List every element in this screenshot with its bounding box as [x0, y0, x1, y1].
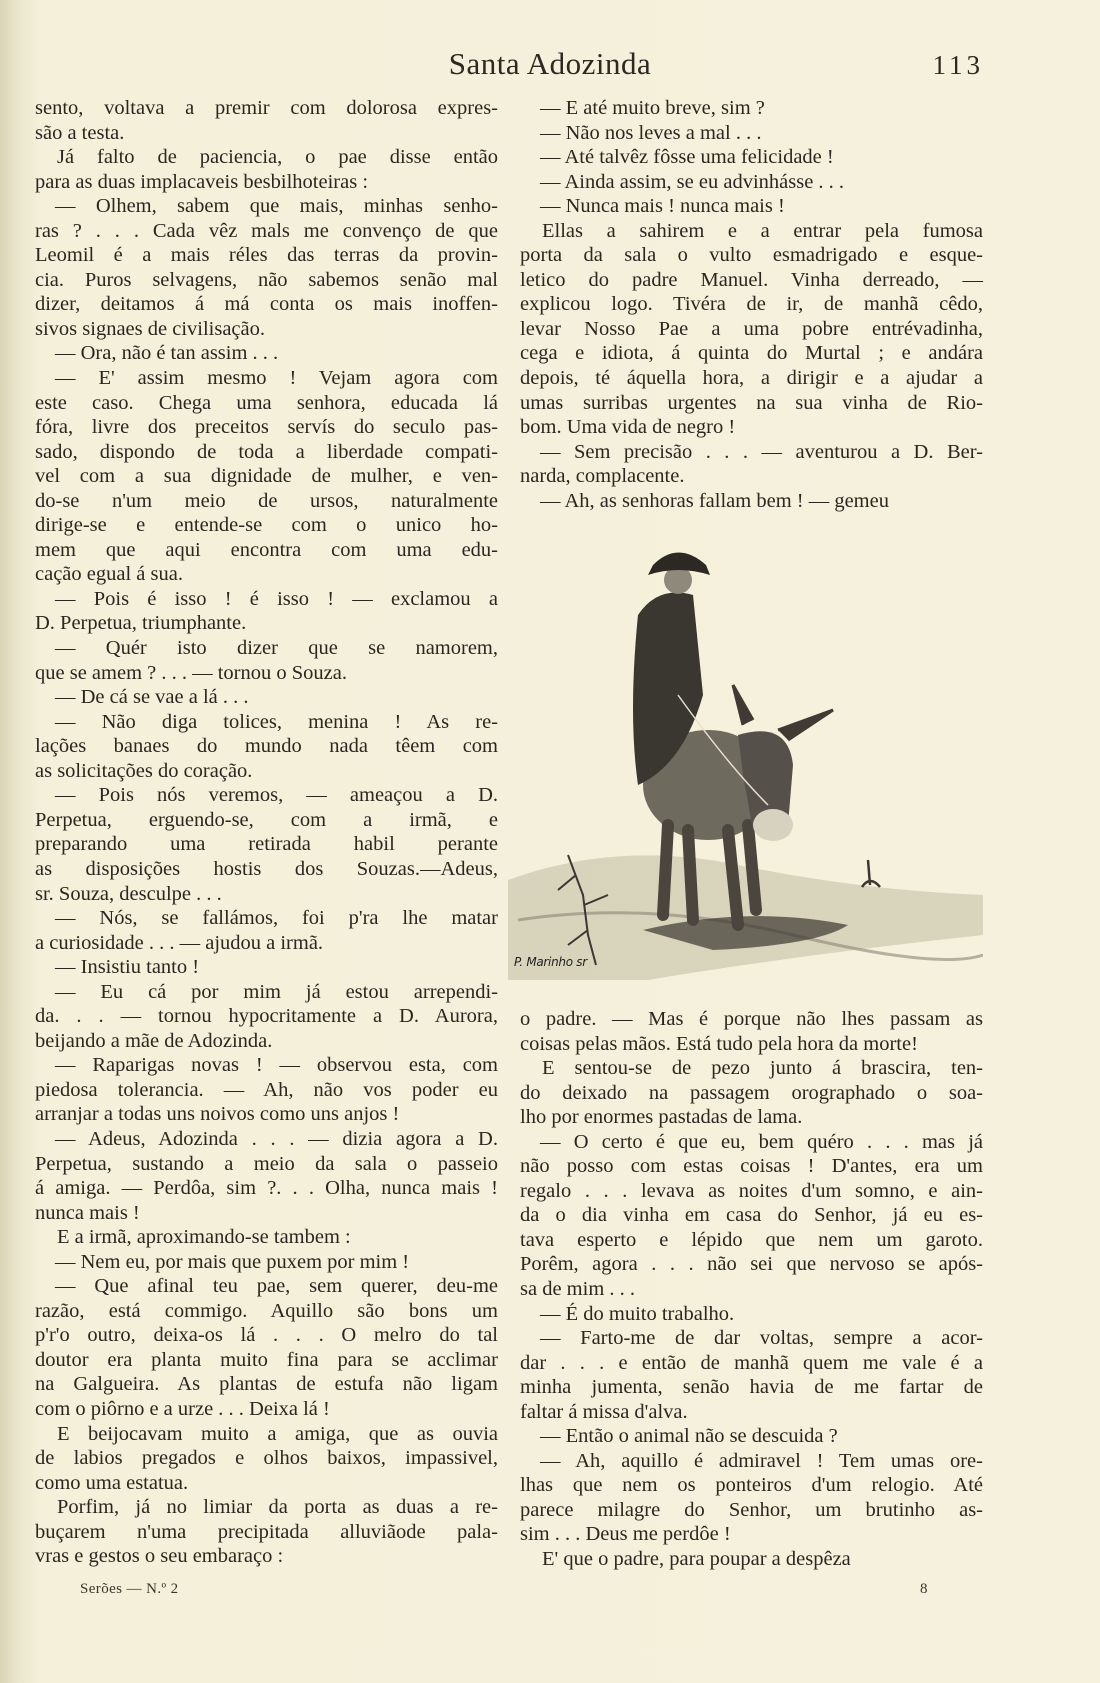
- text-line: faltar á missa d'alva.: [520, 1400, 688, 1423]
- text-line: sr. Souza, desculpe . . .: [35, 882, 222, 905]
- text-line: cia. Puros selvagens, não sabemos senão mal: [35, 268, 498, 291]
- text-line: E a irmã, aproximando-se tambem :: [57, 1226, 351, 1249]
- text-line: sado, dispondo de toda a liberdade compati-: [35, 440, 498, 463]
- text-line: — Quér isto dizer que se namorem,: [55, 637, 498, 660]
- text-line: sivos signaes de civilisação.: [35, 317, 266, 340]
- text-line: — Que afinal teu pae, sem querer, deu-me: [55, 1275, 498, 1298]
- page-number: 113: [932, 50, 984, 80]
- text-line: — Nós, se fallámos, foi p'ra lhe matar: [55, 907, 498, 930]
- text-line: na Galgueira. As plantas de estufa não ligam: [35, 1373, 498, 1396]
- text-line: — Nunca mais ! nunca mais !: [540, 195, 785, 218]
- text-line: este caso. Chega uma senhora, educada lá: [35, 391, 498, 414]
- text-line: sento, voltava a premir com dolorosa expres-: [35, 97, 498, 119]
- text-line: de labios pregados e olhos baixos, impassivel,: [35, 1447, 498, 1470]
- text-line: sim . . . Deus me perdôe !: [520, 1523, 731, 1546]
- left-column: [35, 96, 498, 1569]
- text-line: da o dia vinha em casa do Senhor, já eu es-: [520, 1204, 983, 1227]
- text-line: — E' assim mesmo ! Vejam agora com: [55, 367, 498, 390]
- text-line: — Adeus, Adozinda . . . — dizia agora a D.: [55, 1127, 498, 1150]
- text-line: narda, complacente.: [520, 465, 685, 488]
- text-line: — Pois é isso ! é isso ! — exclamou a: [55, 587, 498, 610]
- text-line: parece milagre do Senhor, um brutinho as-: [520, 1498, 983, 1521]
- text-line: piedosa tolerancia. — Ah, não vos poder eu: [35, 1078, 498, 1101]
- text-line: bom. Uma vida de negro !: [520, 416, 736, 439]
- text-line: Perpetua, erguendo-se, com a irmã, e: [35, 808, 498, 831]
- text-line: — Não diga tolices, menina ! As re-: [55, 710, 498, 733]
- footer-issue: Serões — N.º 2: [80, 1581, 179, 1597]
- text-line: — Sem precisão . . . — aventurou a D. Ber-: [540, 440, 983, 463]
- text-line: — Ainda assim, se eu advinhásse . . .: [540, 170, 845, 193]
- text-line: preparando uma retirada habil perante: [35, 833, 498, 856]
- text-line: as solicitações do coração.: [35, 759, 253, 782]
- text-line: levar Nosso Pae a uma pobre entrévadinha,: [520, 317, 983, 340]
- text-line: beijando a mãe de Adozinda.: [35, 1029, 273, 1052]
- text-line: E sentou-se de pezo junto á brascira, ten-: [542, 1057, 983, 1080]
- text-line: não posso com estas coisas ! D'antes, era um: [520, 1155, 983, 1178]
- text-line: com o piôrno e a urze . . . Deixa lá !: [35, 1397, 330, 1420]
- text-line: dizer, deitamos á má conta os mais inoffen-: [35, 293, 498, 316]
- text-line: para as duas implacaveis besbilhoteiras :: [35, 170, 369, 193]
- text-line: buçarem n'uma precipitada alluviãode pala-: [35, 1520, 498, 1543]
- text-line: porta da sala o vulto esmadrigado e esque-: [520, 244, 983, 267]
- text-line: o padre. — Mas é porque não lhes passam as: [520, 1008, 983, 1030]
- shrub-right: [862, 860, 880, 887]
- text-line: — Então o animal não se descuida ?: [540, 1425, 838, 1448]
- text-line: depois, té áquella hora, a dirigir e a ajudar a: [520, 367, 983, 390]
- text-line: explicou logo. Tivéra de ir, de manhã cêdo,: [520, 293, 983, 316]
- text-line: — É do muito trabalho.: [540, 1302, 735, 1325]
- text-line: D. Perpetua, triumphante.: [35, 612, 247, 635]
- text-line: regalo . . . levava as noites d'um somno, e ain-: [520, 1179, 983, 1202]
- text-line: letico do padre Manuel. Vinha derreado, —: [520, 268, 983, 291]
- text-line: ras ? . . . Cada vêz mals me convenço de que: [35, 219, 498, 242]
- text-line: coisas pelas mãos. Está tudo pela hora da morte!: [520, 1032, 918, 1055]
- text-line: cação egual á sua.: [35, 563, 183, 586]
- text-line: arranjar a todas uns noivos como uns anjos !: [35, 1103, 400, 1126]
- text-line: — Ah, aquillo é admiravel ! Tem umas ore-: [540, 1449, 983, 1472]
- text-line: lhas que nem os ponteiros d'um relogio. Até: [520, 1474, 983, 1497]
- text-line: Porfim, já no limiar da porta as duas a re-: [57, 1496, 498, 1519]
- text-line: p'r'o outro, deixa-os lá . . . O melro do tal: [35, 1324, 498, 1347]
- text-line: E beijocavam muito a amiga, que as ouvia: [57, 1422, 498, 1445]
- text-line: minha jumenta, senão havia de me fartar de: [520, 1376, 983, 1399]
- text-line: — Não nos leves a mal . . .: [540, 121, 762, 144]
- text-line: — Nem eu, por mais que puxem por mim !: [55, 1250, 410, 1273]
- text-line: — Raparigas novas ! — observou esta, com: [55, 1054, 498, 1077]
- text-line: cega e idiota, á quinta do Murtal ; e andára: [520, 342, 983, 365]
- right-column-bottom: [520, 1007, 983, 1572]
- right-column-top: [520, 96, 983, 513]
- footer-signature-mark: 8: [920, 1581, 928, 1597]
- text-line: as disposições hostis dos Souzas.—Adeus,: [35, 857, 498, 880]
- text-line: umas surribas urgentes na sua vinha de Rio-: [520, 391, 983, 414]
- text-line: do-se n'um meio de ursos, naturalmente: [35, 489, 498, 512]
- text-line: Leomil é a mais réles das terras da provin-: [35, 244, 498, 267]
- text-line: — Ah, as senhoras fallam bem ! — gemeu: [540, 489, 889, 512]
- text-line: que se amem ? . . . — tornou o Souza.: [35, 661, 347, 684]
- running-header-title: Santa Adozinda: [448, 46, 652, 81]
- text-line: são a testa.: [35, 121, 125, 144]
- text-line: doutor era planta muito fina para se acclimar: [35, 1348, 498, 1371]
- text-line: — Pois nós veremos, — ameaçou a D.: [55, 784, 498, 807]
- text-line: — Até talvêz fôsse uma felicidade !: [540, 146, 834, 169]
- text-line: vel com a sua dignidade de mulher, e ven-: [35, 465, 498, 488]
- text-line: fóra, livre dos preceitos servís do seculo pas-: [35, 416, 498, 439]
- text-line: Perpetua, sustando a meio da sala o passeio: [35, 1152, 498, 1175]
- text-line: — Ora, não é tan assim . . .: [55, 342, 279, 365]
- text-line: lho por enormes pastadas de lama.: [520, 1106, 803, 1129]
- text-line: — O certo é que eu, bem quéro . . . mas já: [540, 1130, 983, 1153]
- text-line: da. . . — tornou hypocritamente a D. Aurora,: [35, 1005, 498, 1028]
- text-line: Porêm, agora . . . não sei que nervoso se após-: [520, 1253, 983, 1276]
- text-line: tava esperto e lépido que nem um garoto.: [520, 1228, 983, 1251]
- text-line: Ellas a sahirem e a entrar pela fumosa: [542, 219, 983, 242]
- text-line: mem que aqui encontra com uma edu-: [35, 538, 498, 561]
- text-line: — Eu cá por mim já estou arrependi-: [55, 980, 498, 1003]
- artist-signature: P. Marinho sr: [514, 955, 587, 969]
- illustration-priest-on-donkey: [508, 535, 983, 980]
- text-line: — Farto-me de dar voltas, sempre a acor-: [540, 1327, 983, 1350]
- text-line: — E até muito breve, sim ?: [540, 97, 765, 119]
- text-line: á amiga. — Perdôa, sim ?. . . Olha, nunca mais !: [35, 1177, 498, 1200]
- text-line: a curiosidade . . . — ajudou a irmã.: [35, 931, 324, 954]
- text-line: Já falto de paciencia, o pae disse então: [57, 146, 498, 169]
- text-line: nunca mais !: [35, 1201, 140, 1224]
- text-line: vras e gestos o seu embaraço :: [35, 1545, 284, 1568]
- text-line: sa de mim . . .: [520, 1278, 636, 1301]
- text-line: lações banaes do mundo nada têem com: [35, 735, 498, 758]
- text-line: dirige-se e entende-se com o unico ho-: [35, 514, 498, 537]
- text-line: — Olhem, sabem que mais, minhas senho-: [55, 195, 498, 218]
- text-line: como uma estatua.: [35, 1471, 189, 1494]
- text-line: — De cá se vae a lá . . .: [55, 686, 249, 709]
- text-line: E' que o padre, para poupar a despêza: [542, 1548, 851, 1571]
- text-line: — Insistiu tanto !: [55, 956, 200, 979]
- donkey-ears: [733, 685, 833, 740]
- donkey-muzzle: [753, 809, 793, 841]
- text-line: do deixado na passagem orographado o soa-: [520, 1081, 983, 1104]
- text-line: dar . . . e então de manhã quem me vale é a: [520, 1351, 983, 1374]
- text-line: razão, está commigo. Aquillo são bons um: [35, 1299, 498, 1322]
